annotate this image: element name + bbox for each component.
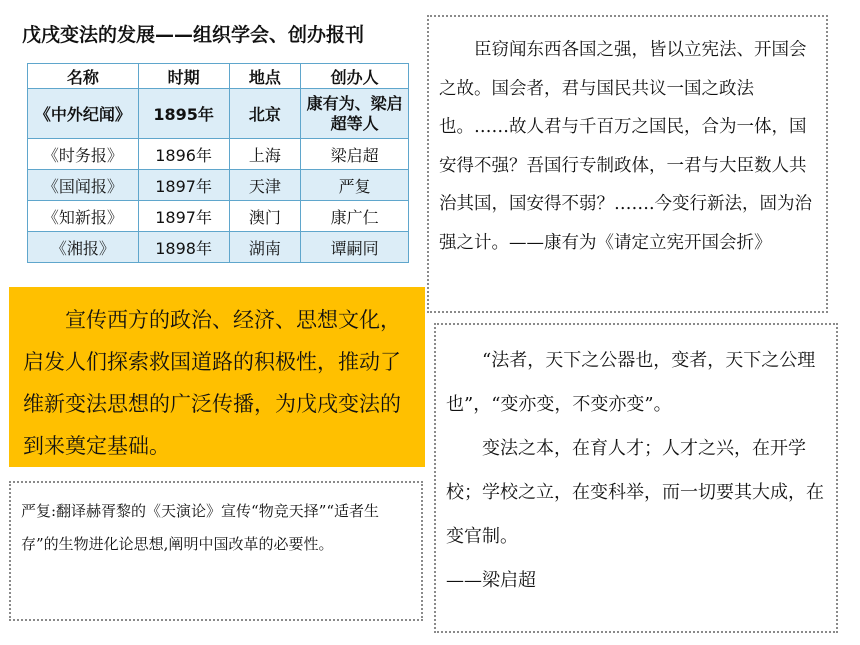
kang-youwei-quote-text: 臣窃闻东西各国之强，皆以立宪法、开国会之故。国会者，君与国民共议一国之政法也。……故人君与千百万之国民，合为一体，国安得不强？吾国行专制政体，一君与大臣数人共治其国，国安得不弱？…….今变行新法，固为治强之计。——康有为《请定立宪开国会折》	[439, 40, 813, 253]
newspaper-table	[27, 63, 409, 263]
cell-founder: 梁启超	[301, 139, 409, 170]
table-header-row	[28, 64, 409, 89]
cell-name: 《湘报》	[28, 232, 139, 263]
yanfu-note-box	[9, 481, 423, 621]
cell-place: 澳门	[229, 201, 301, 232]
cell-name: 《时务报》	[28, 139, 139, 170]
cell-name: 《知新报》	[28, 201, 139, 232]
header-name: 名称	[28, 64, 139, 89]
cell-founder: 康有为、梁启超等人	[301, 89, 409, 139]
cell-place: 北京	[229, 89, 301, 139]
kang-youwei-quote-box	[427, 15, 828, 313]
summary-text: 宣传西方的政治、经济、思想文化，启发人们探索救国道路的积极性，推动了维新变法思想的广泛传播，为戊戌变法的到来奠定基础。	[23, 308, 401, 458]
header-founder: 创办人	[301, 64, 409, 89]
cell-time: 1898年	[138, 232, 229, 263]
cell-place: 湖南	[229, 232, 301, 263]
liang-quote-paragraph-1: “法者，天下之公器也，变者，天下之公理也”，“变亦变，不变亦变”。	[446, 350, 816, 415]
summary-box	[9, 287, 425, 467]
liang-quote-signature: ——梁启超	[446, 570, 536, 591]
table-row	[28, 201, 409, 232]
cell-place: 天津	[229, 170, 301, 201]
liang-qichao-quote-box	[434, 323, 838, 633]
header-time: 时期	[138, 64, 229, 89]
cell-name: 《中外纪闻》	[28, 89, 139, 139]
table-row	[28, 89, 409, 139]
table-row	[28, 170, 409, 201]
table-row	[28, 139, 409, 170]
cell-time: 1895年	[138, 89, 229, 139]
cell-place: 上海	[229, 139, 301, 170]
table-row	[28, 232, 409, 263]
cell-founder: 严复	[301, 170, 409, 201]
header-place: 地点	[229, 64, 301, 89]
yanfu-note-text: 严复:翻译赫胥黎的《天演论》宣传“物竞天择”“适者生存”的生物进化论思想,阐明中国改革的必要性。	[21, 502, 380, 553]
cell-time: 1897年	[138, 201, 229, 232]
cell-time: 1896年	[138, 139, 229, 170]
cell-founder: 谭嗣同	[301, 232, 409, 263]
cell-name: 《国闻报》	[28, 170, 139, 201]
cell-time: 1897年	[138, 170, 229, 201]
page-title: 戊戌变法的发展——组织学会、创办报刊	[22, 24, 365, 46]
liang-quote-paragraph-2: 变法之本，在育人才；人才之兴，在开学校；学校之立，在变科举，而一切要其大成，在变官制。	[446, 438, 824, 547]
cell-founder: 康广仁	[301, 201, 409, 232]
